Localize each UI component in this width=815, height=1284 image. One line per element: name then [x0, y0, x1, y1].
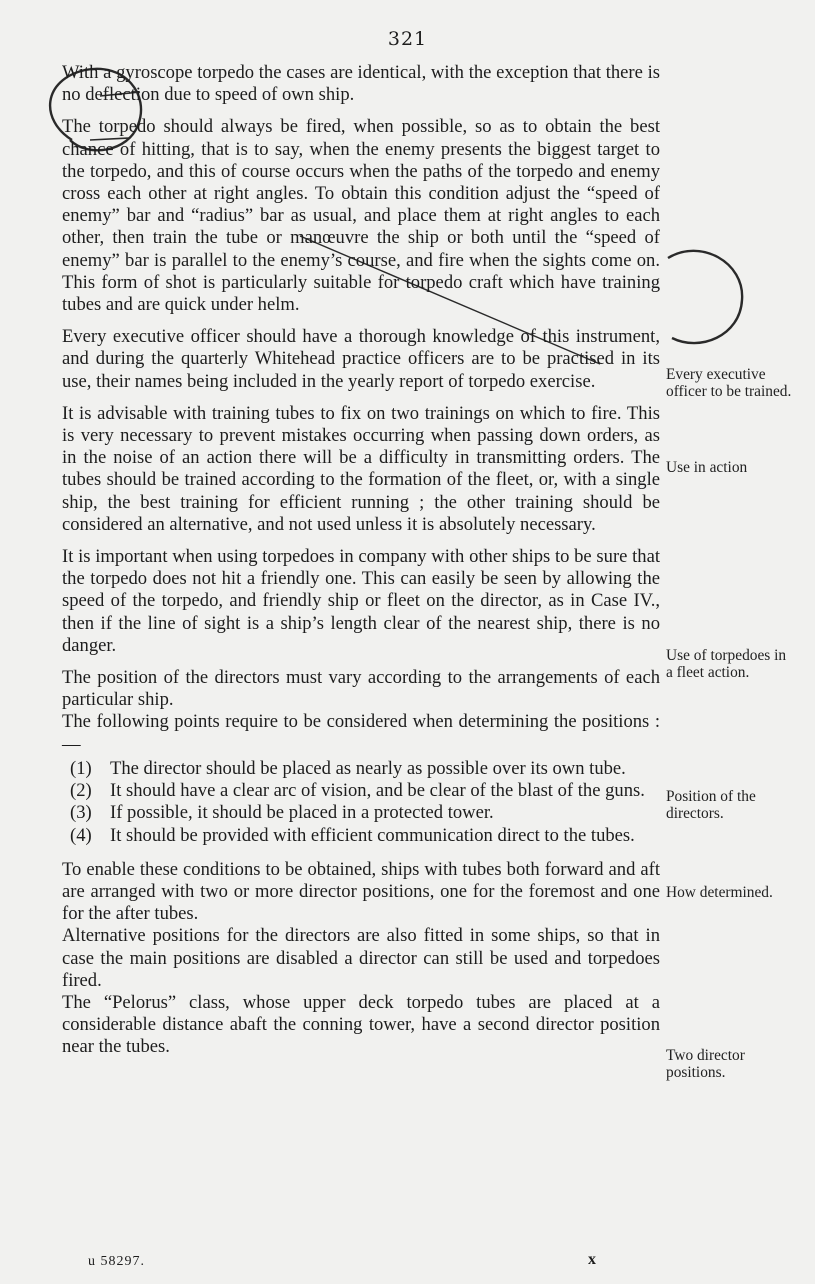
- margin-note-how-determined: How determined.: [666, 884, 773, 901]
- points-list: [62, 758, 660, 847]
- paragraph-firing: The torpedo should always be fired, when possible, so as to obtain the best chance of hitting, that is to say, when the enemy presents the biggest target to the torpedo, and this of course occurs when the paths of the torpedo and enemy cross each other at right angles. To obtain this condition adjust the “speed of enemy” bar and “radius” bar as usual, and place them at right angles to each other, then train the tube or manœuvre the ship or both until the “speed of enemy” bar is parallel to the enemy’s course, and fire when the sights come on. This form of shot is particularly suitable for torpedo craft which have training tubes and are quick under helm.: [62, 116, 660, 316]
- list-number: (4): [70, 824, 92, 846]
- paragraph-gyroscope: With a gyroscope torpedo the cases are identical, with the exception that there is no deflection due to speed of own ship.: [62, 62, 660, 106]
- list-text: It should be provided with efficient communication direct to the tubes.: [110, 824, 635, 846]
- paragraph-executive-officer: Every executive officer should have a thorough knowledge of this instrument, and during the quarterly Whitehead practice officers are to be practised in its use, their names being included in the yearly report of torpedo exercise.: [62, 326, 660, 392]
- margin-note-use-in-action: Use in action: [666, 459, 748, 476]
- page-number: 321: [387, 28, 428, 50]
- list-item: [62, 780, 660, 802]
- paragraph-alternative-positions: Alternative positions for the directors are also fitted in some ships, so that in case the main positions are disabled a director can still be used and torpedoes fired.: [62, 925, 660, 991]
- list-number: (1): [70, 757, 92, 779]
- pen-circle-right: [668, 251, 742, 343]
- paragraph-following-points: The following points require to be considered when determining the positions : —: [62, 711, 660, 755]
- paragraph-pelorus-class: The “Pelorus” class, whose upper deck torpedo tubes are placed at a considerable distance abaft the conning tower, have a second director position near the tubes.: [62, 991, 660, 1058]
- main-text-column: [62, 62, 660, 1059]
- list-item: [62, 758, 660, 780]
- paragraph-friendly-ship: It is important when using torpedoes in company with other ships to be sure that the torpedo does not hit a friendly one. This can easily be seen by allowing the speed of the torpedo, and friendly ship or fleet on the director, as in Case IV., then if the line of sight is a ship’s length clear of the nearest ship, there is no danger.: [62, 546, 660, 656]
- list-item: [62, 802, 660, 824]
- list-item: [62, 825, 660, 847]
- paragraph-enable-conditions: To enable these conditions to be obtained, ships with tubes both forward and aft are arranged with two or more director positions, one for the foremost and one for the after tubes.: [62, 858, 660, 925]
- paragraph-director-position: The position of the directors must vary according to the arrangements of each particular ship.: [62, 667, 660, 711]
- margin-note-two-director-positions: Two director positions.: [666, 1047, 745, 1081]
- margin-note-fleet-action: Use of torpedoes in a fleet action.: [666, 647, 787, 681]
- footer-signature-mark: x: [588, 1251, 596, 1268]
- list-number: (3): [70, 802, 92, 824]
- list-number: (2): [70, 780, 92, 802]
- list-text: If possible, it should be placed in a protected tower.: [110, 802, 494, 824]
- footer-print-code: u 58297.: [88, 1254, 145, 1269]
- list-text: It should have a clear arc of vision, and be clear of the blast of the guns.: [110, 780, 645, 802]
- margin-note-position-directors: Position of the directors.: [666, 788, 756, 822]
- list-text: The director should be placed as nearly as possible over its own tube.: [110, 757, 626, 779]
- margin-note-executive-officer: Every executive officer to be trained.: [666, 366, 792, 400]
- paragraph-training-tubes: It is advisable with training tubes to fix on two trainings on which to fire. This is very necessary to prevent mistakes occurring when passing down orders, as in the noise of an action there will be a difficulty in transmitting orders. The tubes should be trained according to the formation of the fleet, or, with a single ship, the best training for efficient running ; the other training should be considered an alternative, and not used unless it is absolutely necessary.: [62, 402, 660, 535]
